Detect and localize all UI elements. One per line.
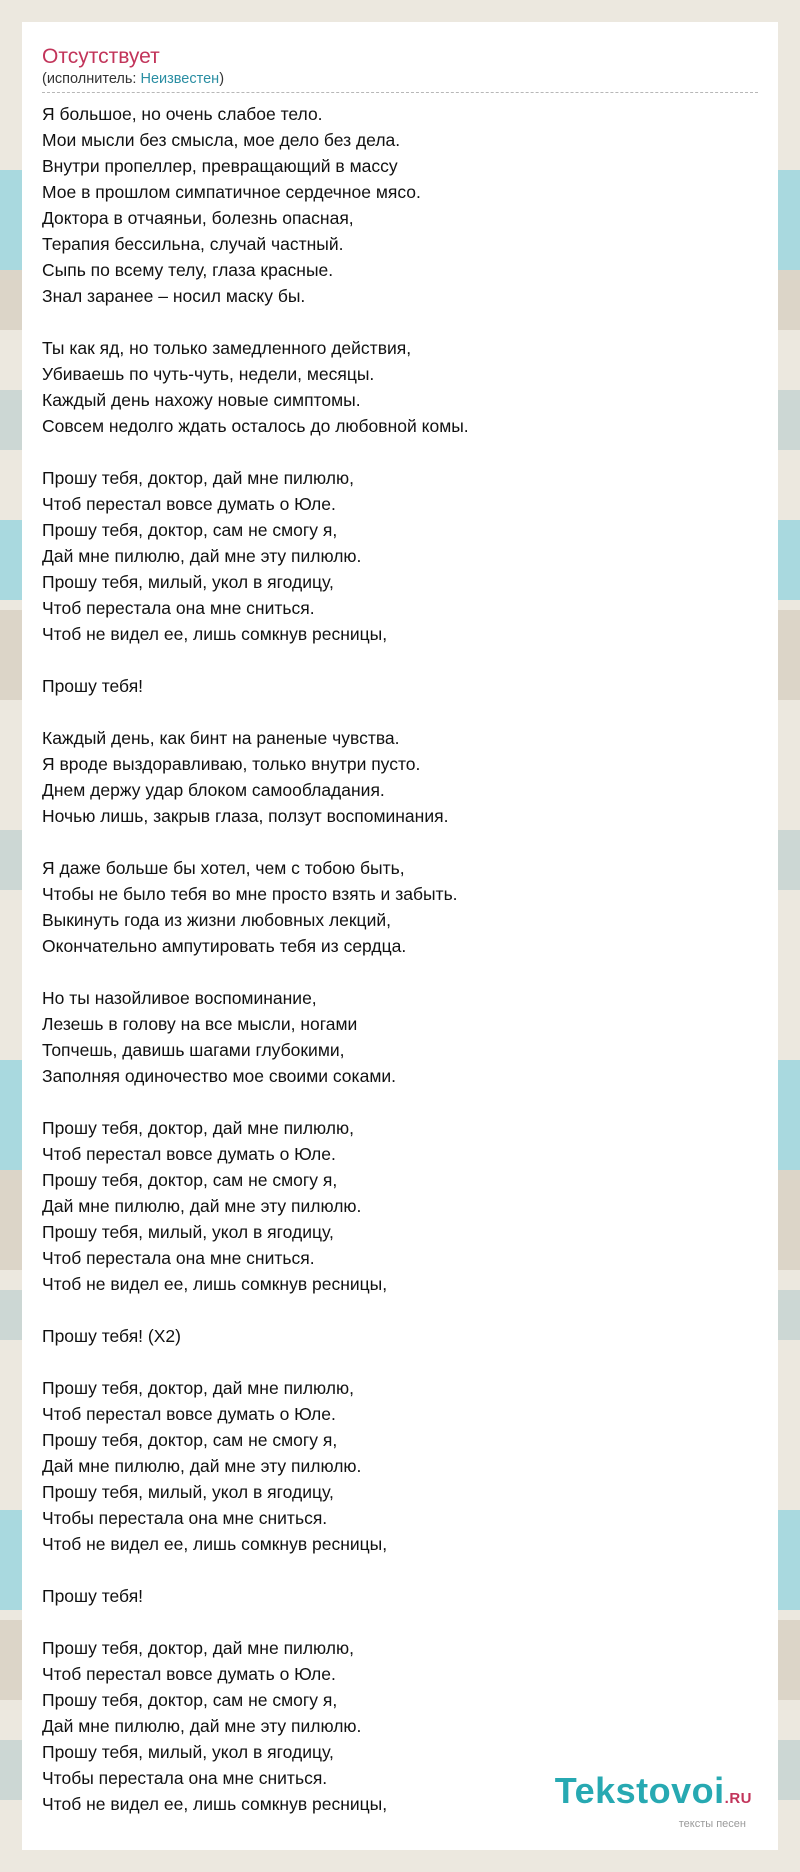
- lyric-line: Чтобы перестала она мне сниться.: [42, 1768, 328, 1788]
- lyric-line: Чтоб не видел ее, лишь сомкнув ресницы,: [42, 1534, 388, 1554]
- lyric-line: Но ты назойливое воспоминание,: [42, 988, 317, 1008]
- lyric-line: Дай мне пилюлю, дай мне эту пилюлю.: [42, 1716, 362, 1736]
- lyric-line: Убиваешь по чуть-чуть, недели, месяцы.: [42, 364, 375, 384]
- stanza-break: [42, 309, 758, 335]
- logo-name: Tekstovoi: [554, 1770, 725, 1811]
- artist-line: [42, 70, 758, 88]
- lyric-line: Прошу тебя, доктор, дай мне пилюлю,: [42, 1378, 354, 1398]
- artist-link[interactable]: Неизвестен: [140, 71, 220, 87]
- lyric-line: Прошу тебя, доктор, сам не смогу я,: [42, 520, 338, 540]
- lyric-line: Каждый день нахожу новые симптомы.: [42, 390, 361, 410]
- lyric-line: Топчешь, давишь шагами глубокими,: [42, 1040, 345, 1060]
- lyric-line: Прошу тебя, доктор, дай мне пилюлю,: [42, 468, 354, 488]
- stanza-break: [42, 1089, 758, 1115]
- lyric-line: Ночью лишь, закрыв глаза, ползут воспоминания.: [42, 806, 449, 826]
- lyric-line: Мои мысли без смысла, мое дело без дела.: [42, 130, 401, 150]
- lyric-line: Чтоб перестал вовсе думать о Юле.: [42, 1144, 336, 1164]
- lyric-line: Чтоб не видел ее, лишь сомкнув ресницы,: [42, 1794, 388, 1814]
- lyric-line: Терапия бессильна, случай частный.: [42, 234, 344, 254]
- lyric-line: Внутри пропеллер, превращающий в массу: [42, 156, 398, 176]
- lyric-line: Чтоб не видел ее, лишь сомкнув ресницы,: [42, 1274, 388, 1294]
- lyric-line: Прошу тебя, доктор, дай мне пилюлю,: [42, 1118, 354, 1138]
- lyric-line: Прошу тебя!: [42, 676, 144, 696]
- logo-tagline: тексты песен: [678, 1818, 746, 1830]
- lyric-line: Дай мне пилюлю, дай мне эту пилюлю.: [42, 1196, 362, 1216]
- stanza-break: [42, 1609, 758, 1635]
- lyric-line: Прошу тебя, доктор, дай мне пилюлю,: [42, 1638, 354, 1658]
- song-title: Отсутствует: [42, 45, 160, 68]
- stanza-break: [42, 1349, 758, 1375]
- stanza-break: [42, 647, 758, 673]
- lyric-line: Выкинуть года из жизни любовных лекций,: [42, 910, 391, 930]
- lyric-line: Знал заранее – носил маску бы.: [42, 286, 306, 306]
- lyric-line: Чтоб перестал вовсе думать о Юле.: [42, 494, 336, 514]
- lyric-line: Чтоб перестал вовсе думать о Юле.: [42, 1404, 336, 1424]
- logo-tld: .RU: [724, 1790, 752, 1807]
- lyric-line: Чтоб перестал вовсе думать о Юле.: [42, 1664, 336, 1684]
- stanza-break: [42, 699, 758, 725]
- lyric-line: Я большое, но очень слабое тело.: [42, 104, 323, 124]
- lyric-line: Совсем недолго ждать осталось до любовной комы.: [42, 416, 469, 436]
- lyric-line: Чтоб перестала она мне сниться.: [42, 598, 315, 618]
- lyric-line: Каждый день, как бинт на раненые чувства.: [42, 728, 400, 748]
- site-logo[interactable]: [555, 1772, 752, 1830]
- stanza-break: [42, 1297, 758, 1323]
- stanza-break: [42, 439, 758, 465]
- lyric-line: Чтоб перестала она мне сниться.: [42, 1248, 315, 1268]
- lyric-line: Чтобы не было тебя во мне просто взять и забыть.: [42, 884, 458, 904]
- lyric-line: Прошу тебя, доктор, сам не смогу я,: [42, 1690, 338, 1710]
- lyric-line: Лезешь в голову на все мысли, ногами: [42, 1014, 358, 1034]
- lyrics-card: [22, 22, 778, 1850]
- lyric-line: Днем держу удар блоком самообладания.: [42, 780, 385, 800]
- lyric-line: Дай мне пилюлю, дай мне эту пилюлю.: [42, 1456, 362, 1476]
- lyric-line: Прошу тебя! (X2): [42, 1326, 181, 1346]
- title-divider: [42, 92, 758, 93]
- lyric-line: Прошу тебя!: [42, 1586, 144, 1606]
- lyric-line: Прошу тебя, милый, укол в ягодицу,: [42, 572, 334, 592]
- lyric-line: Ты как яд, но только замедленного действия,: [42, 338, 412, 358]
- artist-suffix: ): [219, 71, 225, 87]
- lyric-line: Прошу тебя, доктор, сам не смогу я,: [42, 1430, 338, 1450]
- lyric-line: Чтоб не видел ее, лишь сомкнув ресницы,: [42, 624, 388, 644]
- lyric-line: Доктора в отчаяньи, болезнь опасная,: [42, 208, 354, 228]
- lyric-line: Мое в прошлом симпатичное сердечное мясо.: [42, 182, 421, 202]
- artist-prefix: (исполнитель:: [42, 71, 141, 87]
- lyric-line: Я даже больше бы хотел, чем с тобою быть,: [42, 858, 405, 878]
- lyric-line: Я вроде выздоравливаю, только внутри пусто.: [42, 754, 421, 774]
- lyric-line: Прошу тебя, доктор, сам не смогу я,: [42, 1170, 338, 1190]
- lyric-line: Заполняя одиночество мое своими соками.: [42, 1066, 396, 1086]
- lyric-line: Дай мне пилюлю, дай мне эту пилюлю.: [42, 546, 362, 566]
- stanza-break: [42, 1557, 758, 1583]
- lyric-line: Прошу тебя, милый, укол в ягодицу,: [42, 1482, 334, 1502]
- stanza-break: [42, 829, 758, 855]
- lyric-line: Чтобы перестала она мне сниться.: [42, 1508, 328, 1528]
- stanza-break: [42, 959, 758, 985]
- lyric-line: Прошу тебя, милый, укол в ягодицу,: [42, 1742, 334, 1762]
- lyric-line: Окончательно ампутировать тебя из сердца.: [42, 936, 407, 956]
- lyric-line: Сыпь по всему телу, глаза красные.: [42, 260, 334, 280]
- lyric-line: Прошу тебя, милый, укол в ягодицу,: [42, 1222, 334, 1242]
- lyrics-text: [42, 101, 758, 1817]
